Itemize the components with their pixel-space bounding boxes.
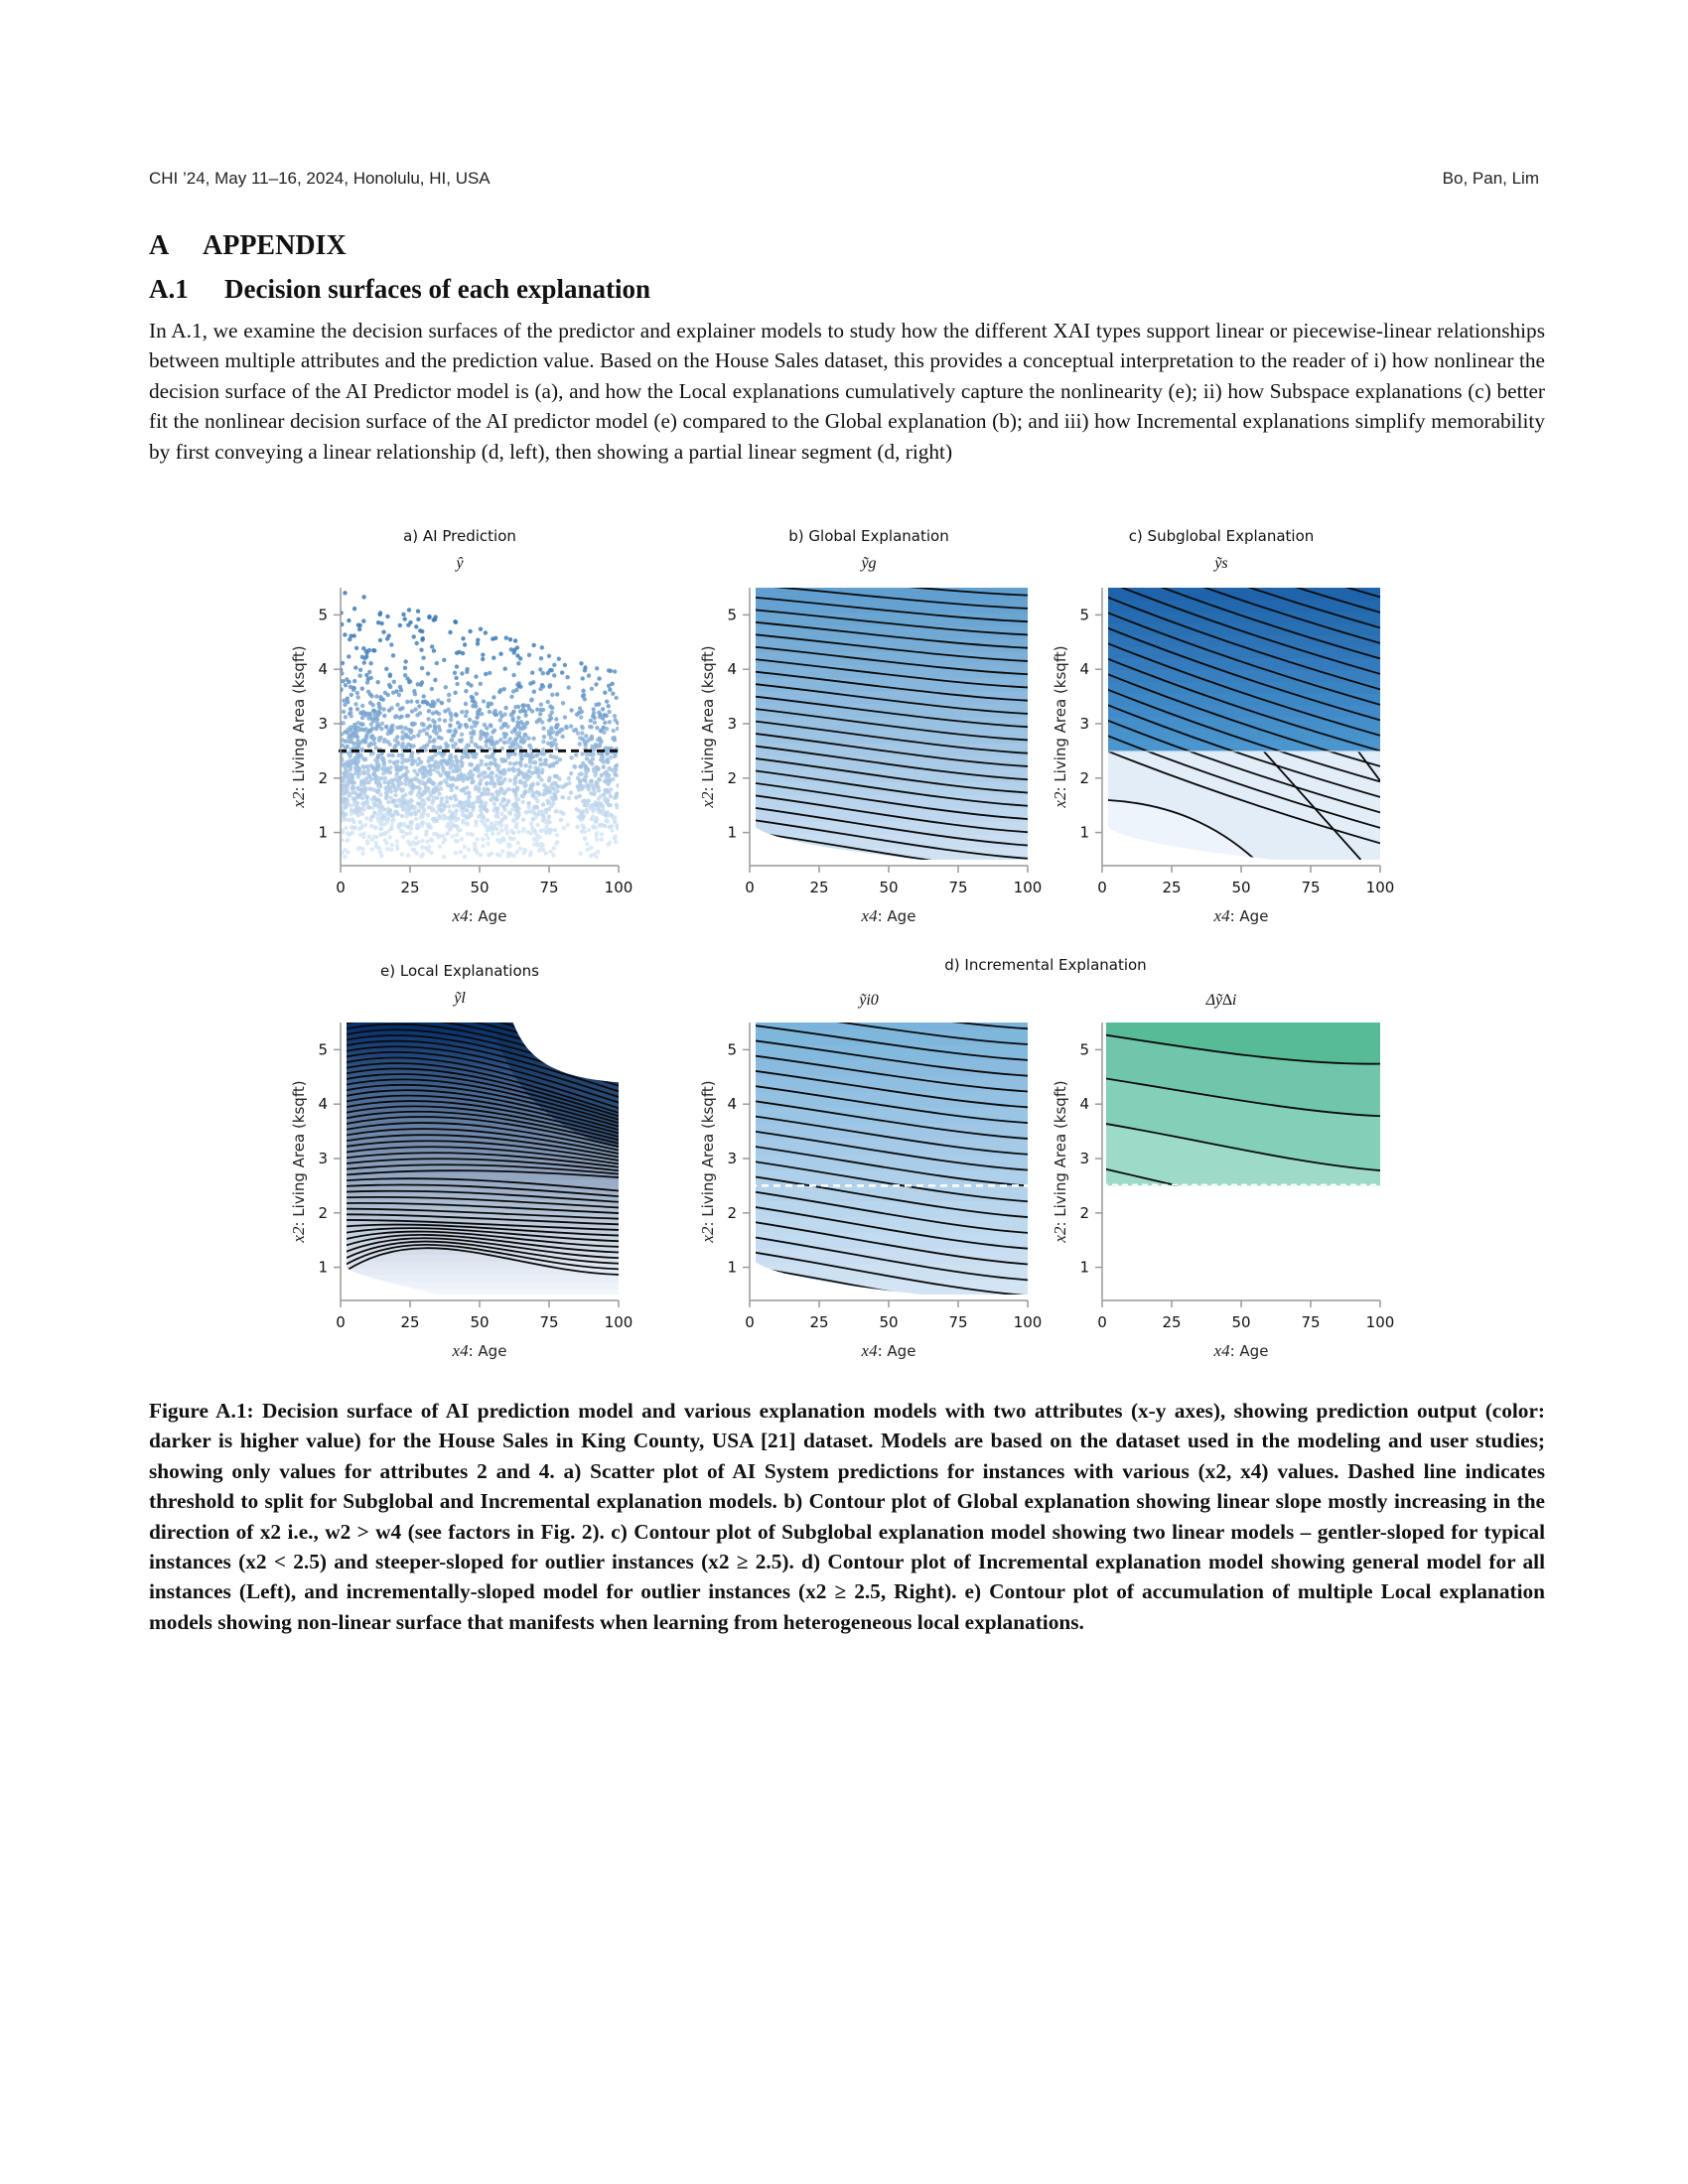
x-tick-label: 25 — [809, 879, 829, 896]
x-tick-label: 0 — [745, 879, 755, 896]
panel-subtitle: ỹs — [1214, 555, 1228, 572]
x-tick-label: 0 — [336, 879, 346, 896]
y-tick-label: 1 — [1079, 823, 1089, 842]
x-tick-label: 75 — [539, 1313, 559, 1331]
x-tick-label: 50 — [1231, 879, 1251, 896]
subsection-number: A.1 — [149, 274, 189, 304]
panel-title: e) Local Explanations — [380, 962, 539, 980]
panel-group-title-d: d) Incremental Explanation — [944, 956, 1147, 974]
y-tick-label: 3 — [727, 1150, 737, 1167]
panel-subtitle: ỹl — [454, 990, 466, 1007]
y-tick-label: 2 — [727, 768, 737, 787]
running-head-authors: Bo, Pan, Lim — [1442, 169, 1539, 188]
y-tick-label: 3 — [727, 715, 737, 733]
y-tick-label: 2 — [1079, 1203, 1089, 1222]
x-axis-label: x4: Age — [452, 906, 507, 925]
chart-panel-d-right — [1051, 992, 1394, 1360]
x-tick-label: 25 — [1162, 879, 1182, 896]
panel-subtitle: Δỹ∆i — [1205, 992, 1237, 1009]
x-tick-label: 0 — [745, 1313, 755, 1331]
x-tick-label: 50 — [470, 879, 490, 896]
y-tick-label: 4 — [318, 1095, 328, 1114]
x-tick-label: 100 — [1013, 879, 1043, 896]
y-tick-label: 1 — [727, 1258, 737, 1277]
chart-panel-a — [289, 527, 633, 925]
panel-title: c) Subglobal Explanation — [1128, 527, 1315, 545]
caption-text: Decision surface of AI prediction model and various explanation models with two attributes (x-y axes), showing prediction output (color: darker is higher value) for the House Sales in King County, USA [21] dataset. Models are based on the dataset used in the modeling and user studies; showing only values for attributes 2 and 4. a) Scatter plot of AI System predictions for instances with various (x2, x4) values. Dashed line indicates threshold to split for Subglobal and Incremental explanation models. b) Contour plot of Global explanation showing linear slope mostly increasing in the direction of x2 i.e., w2 > w4 (see factors in Fig. 2). c) Contour plot of Subglobal explanation model showing two linear models – gentler-sloped for typical instances (x2 < 2.5) and steeper-sloped for outlier instances (x2 ≥ 2.5). d) Contour plot of Incremental explanation model showing general model for all instances (Left), and incrementally-sloped model for outlier instances (x2 ≥ 2.5, Right). e) Contour plot of accumulation of multiple Local explanation models showing non-linear surface that manifests when learning from heterogeneous local explanations. — [149, 1399, 1545, 1634]
x-tick-label: 100 — [604, 879, 633, 896]
panel-subtitle: ỹg — [861, 555, 877, 572]
y-tick-label: 4 — [727, 660, 737, 679]
panel-subtitle: ŷ — [456, 555, 464, 572]
x-tick-label: 25 — [1162, 1313, 1182, 1331]
y-tick-label: 3 — [1079, 715, 1089, 733]
x-tick-label: 50 — [470, 1313, 490, 1331]
y-tick-label: 1 — [727, 823, 737, 842]
chart-panel-d-left — [698, 949, 1042, 1360]
x-tick-label: 25 — [809, 1313, 829, 1331]
y-axis-label: x2: Living Area (ksqft) — [1051, 1080, 1069, 1243]
x-tick-label: 100 — [1365, 879, 1395, 896]
y-tick-label: 1 — [318, 1258, 328, 1277]
x-tick-label: 25 — [400, 1313, 420, 1331]
y-axis-label: x2: Living Area (ksqft) — [698, 1080, 717, 1243]
x-tick-label: 50 — [1231, 1313, 1251, 1331]
body-paragraph: In A.1, we examine the decision surfaces of the predictor and explainer models to study how the different XAI types support linear or piecewise-linear relationships between multiple attributes and the prediction value. Based on the House Sales dataset, this provides a conceptual interpretation to the reader of i) how nonlinear the decision surface of the AI Predictor model is (a), and how the Local explanations cumulatively capture the nonlinearity (e); ii) how Subspace explanations (c) better fit the nonlinear decision surface of the AI predictor model (e) compared to the Global explanation (b); and iii) how Incremental explanations simplify memorability by first conveying a linear relationship (d, left), then showing a partial linear segment (d, right) — [149, 319, 1545, 464]
running-head-venue: CHI ’24, May 11–16, 2024, Honolulu, HI, USA — [149, 169, 491, 188]
x-tick-label: 75 — [948, 1313, 968, 1331]
y-tick-label: 1 — [1079, 1258, 1089, 1277]
x-axis-label: x4: Age — [1213, 1341, 1269, 1360]
x-axis-label: x4: Age — [861, 906, 916, 925]
y-axis-label: x2: Living Area (ksqft) — [289, 645, 308, 808]
scatter-points — [339, 591, 621, 859]
x-tick-label: 100 — [604, 1313, 633, 1331]
y-tick-label: 5 — [727, 606, 737, 624]
y-axis-label: x2: Living Area (ksqft) — [1051, 645, 1069, 808]
y-tick-label: 5 — [318, 606, 328, 624]
x-tick-label: 75 — [539, 879, 559, 896]
y-tick-label: 3 — [318, 1150, 328, 1167]
y-tick-label: 5 — [727, 1040, 737, 1059]
y-tick-label: 2 — [1079, 768, 1089, 787]
y-tick-label: 4 — [727, 1095, 737, 1114]
x-tick-label: 100 — [1013, 1313, 1043, 1331]
subsection-title: Decision surfaces of each explanation — [224, 274, 650, 304]
y-tick-label: 4 — [1079, 660, 1089, 679]
y-tick-label: 4 — [1079, 1095, 1089, 1114]
figure-caption — [149, 1396, 1545, 1637]
x-tick-label: 75 — [948, 879, 968, 896]
section-number: A — [149, 230, 170, 261]
x-tick-label: 0 — [336, 1313, 346, 1331]
x-tick-label: 50 — [879, 879, 899, 896]
y-tick-label: 2 — [727, 1203, 737, 1222]
y-tick-label: 5 — [1079, 606, 1089, 624]
x-axis-label: x4: Age — [861, 1341, 916, 1360]
panel-title: a) AI Prediction — [403, 527, 516, 545]
chart-panel-b — [698, 523, 1042, 925]
y-tick-label: 3 — [1079, 1150, 1089, 1167]
x-tick-label: 100 — [1365, 1313, 1395, 1331]
y-tick-label: 4 — [318, 660, 328, 679]
y-tick-label: 5 — [1079, 1040, 1089, 1059]
y-axis-label: x2: Living Area (ksqft) — [289, 1080, 308, 1243]
x-tick-label: 50 — [879, 1313, 899, 1331]
y-axis-label: x2: Living Area (ksqft) — [698, 645, 717, 808]
section-title: APPENDIX — [203, 230, 347, 261]
chart-panel-c — [1051, 487, 1394, 925]
y-tick-label: 2 — [318, 1203, 328, 1222]
y-tick-label: 2 — [318, 768, 328, 787]
x-tick-label: 25 — [400, 879, 420, 896]
panel-subtitle: ỹi0 — [859, 992, 879, 1009]
panel-title: b) Global Explanation — [788, 527, 949, 545]
x-axis-label: x4: Age — [1213, 906, 1269, 925]
chart-panel-e — [289, 957, 633, 1360]
y-tick-label: 1 — [318, 823, 328, 842]
y-tick-label: 5 — [318, 1040, 328, 1059]
x-tick-label: 75 — [1301, 1313, 1321, 1331]
x-tick-label: 0 — [1097, 1313, 1107, 1331]
x-tick-label: 75 — [1301, 879, 1321, 896]
caption-label: Figure A.1: — [149, 1399, 254, 1423]
x-axis-label: x4: Age — [452, 1341, 507, 1360]
y-tick-label: 3 — [318, 715, 328, 733]
x-tick-label: 0 — [1097, 879, 1107, 896]
